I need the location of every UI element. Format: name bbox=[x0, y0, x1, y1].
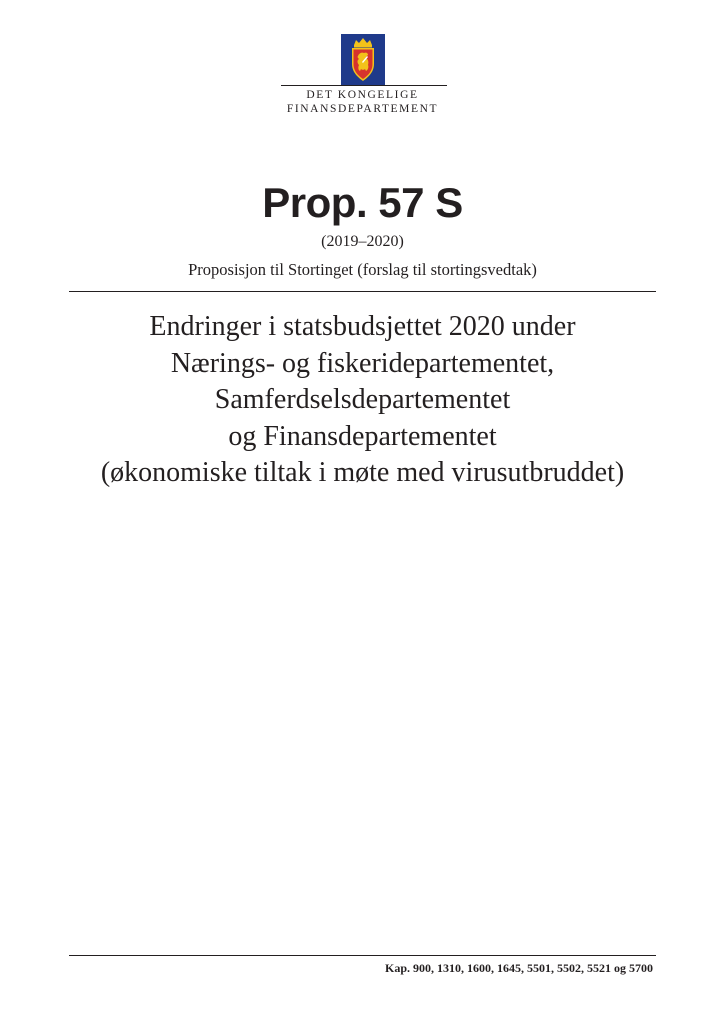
main-title-line: (økonomiske tiltak i møte med virusutbruddet) bbox=[100, 457, 625, 488]
proposition-title: Prop. 57 S bbox=[262, 179, 463, 226]
session-years: (2019–2020) bbox=[321, 233, 404, 250]
coat-of-arms-icon bbox=[341, 34, 385, 86]
department-name-line1: DET KONGELIGE bbox=[306, 89, 419, 101]
crest-divider bbox=[281, 85, 447, 86]
main-title-line: og Finansdepartementet bbox=[228, 420, 497, 452]
proposition-subtitle: Proposisjon til Stortinget (forslag til stortingsvedtak) bbox=[188, 260, 537, 279]
bottom-divider bbox=[69, 955, 656, 956]
chapter-list: Kap. 900, 1310, 1600, 1645, 5501, 5502, 5521 og 5700 bbox=[384, 961, 653, 975]
top-divider bbox=[69, 291, 656, 292]
document-main-title bbox=[0, 309, 725, 492]
main-title-line: Endringer i statsbudsjettet 2020 under bbox=[149, 311, 576, 342]
department-name-line2: FINANSDEPARTEMENT bbox=[286, 103, 439, 115]
main-title-line: Nærings- og fiskeridepartementet, bbox=[170, 347, 555, 379]
main-title-line: Samferdselsdepartementet bbox=[214, 384, 511, 415]
